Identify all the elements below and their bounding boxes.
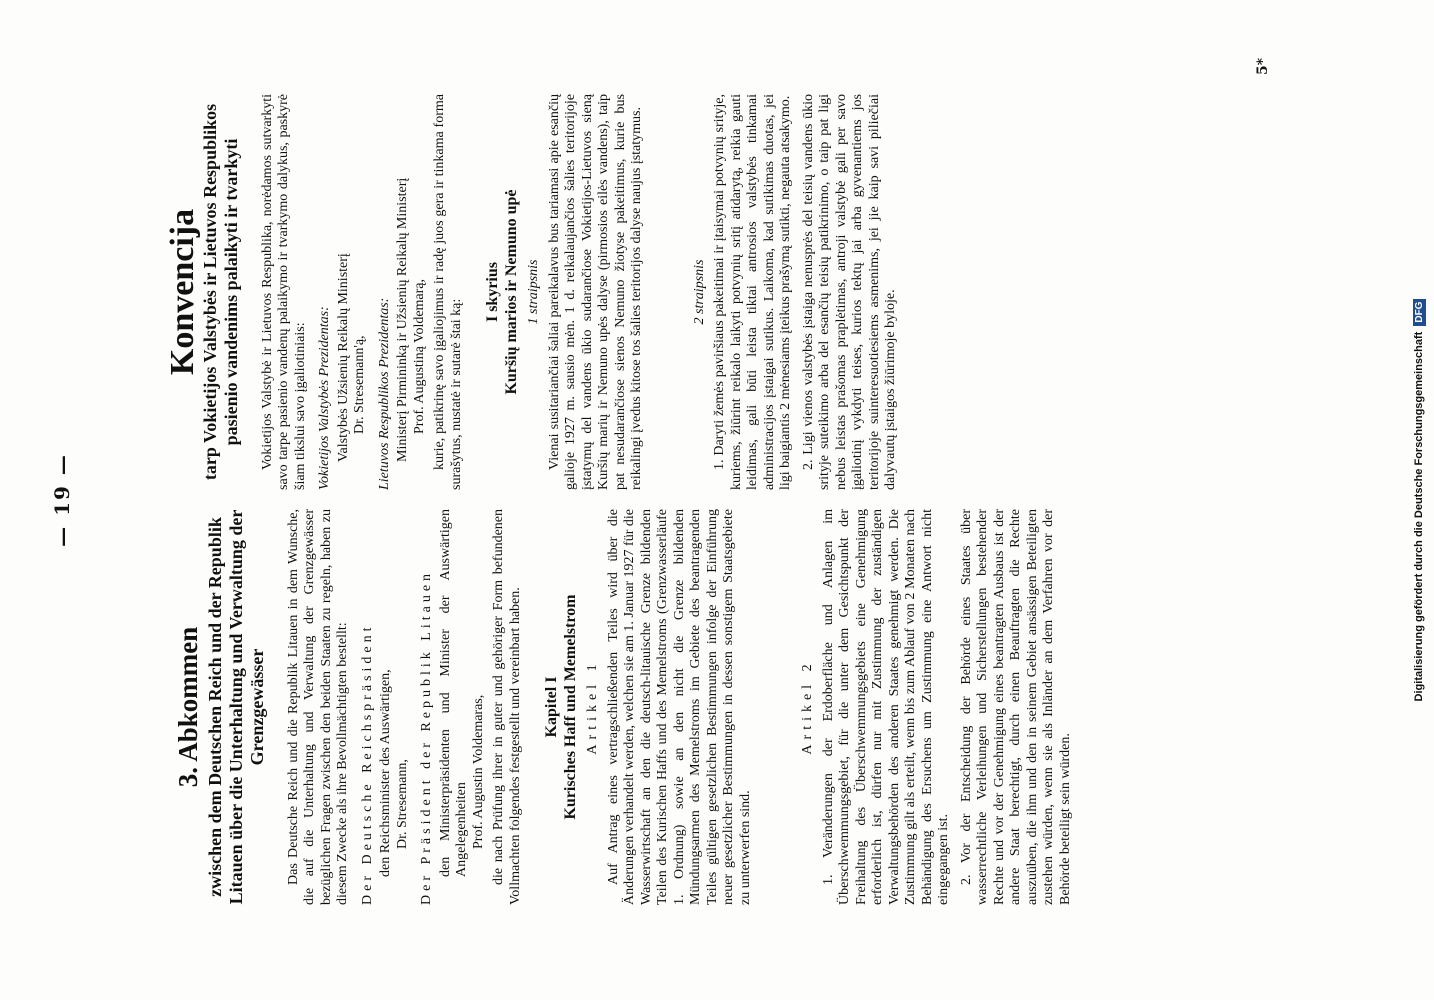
german-party1-name: Dr. Stresemann,	[394, 759, 410, 849]
lithuanian-closing: kurie, patikrinę savo įgaliojimus ir radę juos gera ir tinkama forma surašytus, nustatė ir sutarė štai ką:	[432, 94, 464, 490]
german-chapter: Kapitel I	[543, 676, 560, 738]
lithuanian-article2-p1: 1. Daryti žemės paviršiaus pakeitimai ir įtaisymai potvynių srityje, kuriems, žiūrint reikalo laikyti potvynių sritį atidarytą, reikia gauti leidimas, gali būti leista tiktai antrosios valstybės tinkamai administracijos įstaigai sutikus. Laikoma, kad sutikimas duotas, jei ligi baigiantis 2 mėnesiams įteikus prašymą sutikti, negauta atsakymo.	[712, 94, 793, 490]
lithuanian-party2-head: Lietuvos Respublikos Prezidentas:	[376, 297, 392, 490]
page-number: — 19 —	[50, 453, 74, 547]
footer-text: Digitalisierung gefördert durch die Deutsche Forschungsgemeinschaft	[1413, 331, 1425, 702]
german-intro: Das Deutsche Reich und die Republik Litauen in dem Wunsche, die auf die Unterhaltung und Verwaltung der Grenzgewässer bezüglichen Fragen zwischen den beiden Staaten zu regeln, haben zu diesem Zwecke als ihre Bevollmächtigten bestellt:	[285, 509, 350, 905]
german-article1-heading: Artikel 1	[585, 659, 600, 755]
german-party2-role: den Ministerpräsidenten und Minister der Auswärtigen Angelegenheiten	[437, 509, 469, 877]
german-article1-text: Auf Antrag eines vertragschließenden Teiles wird über die Änderungen verhandelt werden, welchen sie am 1. Januar 1927 für die Wasserwirtschaft an den die deutsch-litauische Grenze bildenden Teilen des Kurischen Haffs und des Memelstroms (Grenzwasserläufe 1. Ordnung) sowie an den nicht die Grenze bildenden Mündungsarmen des Memelstroms im Gebiete des beantragenden Teiles gültigen gesetzlichen Bestimmungen infolge der Einführung neuer gesetzlicher Bestimmungen in dessen sonstigem Staatsgebiete zu unterwerfen sind.	[605, 509, 753, 905]
lithuanian-party2-role: Ministerį Pirmininką ir Užsienių Reikalų Ministerį	[395, 177, 410, 462]
lithuanian-article2-p2: 2. Ligi vienos valstybės įstaiga nenusprės del teisių vandens ūkio srityje suteikimo arba del esančių teisių patikrinimo, o taip pat ligi nebus leistas prašomas praplėtimas, antroji valstybė gali per savo įgaliotinį vykdyti teises, kurios tektų jai arba gyvenantiems jos teritorijoje suinteresuotiesiems asmenims, jei jie kaip savi piliečiai dalyvautų įstaigos žiūrimoje byloje.	[800, 94, 898, 490]
digitization-footer	[1404, 0, 1434, 1000]
lithuanian-article1-heading: 1 straipsnis	[526, 259, 541, 325]
lithuanian-chapter-title: Kuršių marios ir Nemuno upė	[502, 189, 520, 395]
lithuanian-subtitle: tarp Vokietijos Valstybės ir Lietuvos Respublikos pasienio vandenims palaikyti ir tvarkyti	[199, 103, 241, 481]
lithuanian-intro: Vokietijos Valstybė ir Lietuvos Respublika, norėdamos sutvarkyti savo tarpe pasienio vandenų palaikymo ir tvarkymo dalykus, paskyrė šiam tikslui savo įgaliotiniais:	[259, 94, 308, 490]
german-party1-role: den Reichsminister des Auswärtigen,	[378, 669, 393, 877]
german-title: 3. Abkommen	[173, 626, 203, 788]
german-article2-p1: 1. Veränderungen der Erdoberfläche und Anlagen im Überschwemmungsgebiet, für die unter dem Gesichtspunkt der Freihaltung des Überschwemmungsgebiets eine Genehmigung erforderlich ist, dürfen nur mit Zustimmung der zuständigen Verwaltungsbehörden des anderen Staates genehmigt werden. Die Zustimmung gilt als erteilt, wenn bis zum Ablauf von 2 Monaten nach Behändigung des Ersuchens um Zustimmung eine Antwort nicht eingegangen ist.	[820, 509, 951, 905]
lithuanian-chapter: I skyrius	[484, 261, 501, 323]
lithuanian-party2-name: Prof. Augustiną Voldemarą,	[411, 278, 427, 434]
lithuanian-article1-text: Vienai susitariančiai šaliai pareikalavus bus tariamasi apie esančių galioje 1927 m. sausio mėn. 1 d. reikalaujančios šalies teritorijoje įstatymų del vandens ūkio sudarančiose Vokietijos-Lietuvos sieną Kuršių marių ir Nemuno upės dalyse (pirmosios eilės vandens), taip pat nesudarančiose sienos Nemuno žiotyse pakeitimus, kurie bus reikalingi įvedus kitose tos šalies teritorijos dalyse naujus įstatymus.	[546, 94, 644, 490]
lithuanian-title: Konvencija	[164, 208, 201, 376]
german-party2-head: Der Präsident der Republik Litauen	[419, 569, 434, 905]
lithuanian-column	[164, 94, 906, 490]
lithuanian-party1-head: Vokietijos Valstybės Prezidentas:	[317, 306, 332, 490]
german-party1-head: Der Deutsche Reichspräsident	[359, 623, 375, 905]
lithuanian-article2-heading: 2 straipsnis	[691, 259, 707, 325]
lithuanian-party1-role: Valstybės Užsienių Reikalų Ministerį	[335, 253, 351, 462]
german-column	[173, 509, 1080, 905]
dfg-logo: DFG	[1413, 299, 1426, 326]
german-chapter-title: Kurisches Haff und Memelstrom	[561, 594, 579, 820]
german-party2-name: Prof. Augustin Voldemaras,	[470, 694, 486, 849]
german-article2-p2: 2. Vor der Entscheidung der Behörde eines Staates über wasserrechtliche Verleihungen und Sicherstellungen bestehender Rechte und vor der Genehmigung eines beantragten Ausbaus ist der andere Staat berechtigt, durch einen Beauftragten die Rechte auszuüben, die ihm und den in seinem Gebiet ansässigen Beteiligten zustehen würden, wenn sie als Inländer an dem Verfahren vor der Behörde beteiligt sein würden.	[958, 509, 1073, 905]
lithuanian-party1-name: Dr. Stresemann'ą,	[352, 335, 367, 434]
signature-mark: 5*	[1255, 57, 1271, 75]
german-closing: die nach Prüfung ihrer in guter und gehöriger Form befundenen Vollmachten folgendes festgestellt und vereinbart haben.	[491, 509, 523, 905]
german-article2-heading: Artikel 2	[800, 659, 815, 755]
german-subtitle: zwischen dem Deutschen Reich und der Republik Litauen über die Unterhaltung und Verwaltung der Grenzgewässer	[204, 509, 267, 905]
